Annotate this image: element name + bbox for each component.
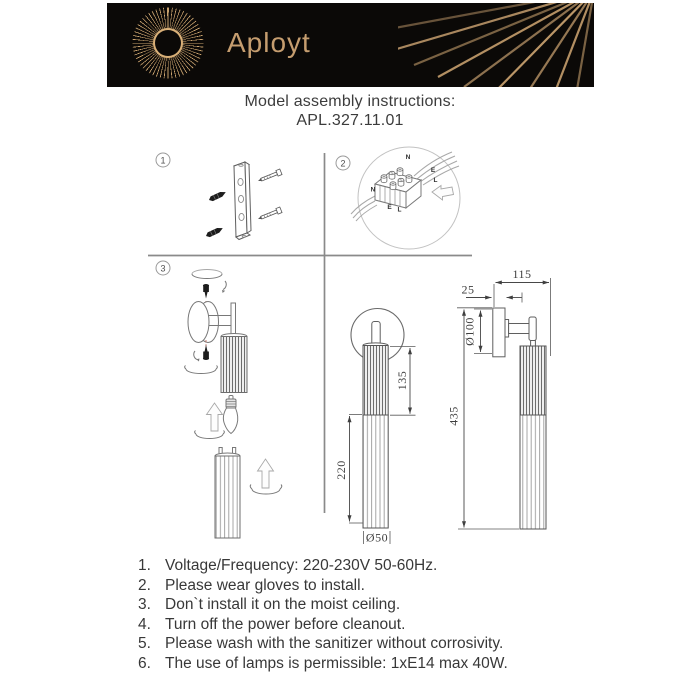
front-view-drawing (334, 309, 416, 545)
dim-435-label: 435 (446, 406, 461, 426)
side-view-drawing (446, 267, 550, 529)
starburst-core (155, 30, 181, 56)
up-arrow-icon (258, 459, 274, 488)
wall-anchor-icon (208, 190, 227, 203)
dim-50-label: Ø50 (365, 530, 389, 545)
instruction-item (138, 654, 593, 674)
dim-25-label: 25 (461, 282, 475, 297)
wiring-label-e-out: E (387, 204, 392, 211)
step2-wiring-diagram (351, 147, 460, 249)
instruction-number (138, 654, 165, 674)
instruction-number (138, 615, 165, 635)
step-2-badge (336, 156, 350, 170)
wiring-label-l-in: L (433, 177, 438, 184)
model-code: APL.327.11.01 (296, 112, 404, 129)
instruction-text: Don`t install it on the moist ceiling. (165, 596, 401, 613)
screw-icon (257, 207, 282, 222)
screw-icon (203, 345, 209, 360)
wiring-label-l-out: L (397, 206, 402, 214)
insert-direction-arrow-icon (432, 186, 454, 201)
instruction-text: Please wash with the sanitizer without corrosivity. (165, 635, 504, 652)
instruction-item (138, 576, 593, 596)
instruction-number (138, 634, 165, 654)
instruction-list (138, 556, 593, 673)
corner-rays-icon (398, 3, 594, 87)
wall-anchor-icon (205, 226, 224, 239)
sheet-title: Model assembly instructions: (244, 93, 456, 110)
instruction-item (138, 595, 593, 615)
up-arrow-icon (207, 403, 223, 431)
instruction-number (138, 576, 165, 596)
wiring-label-n-in: N (405, 154, 411, 161)
instruction-number (138, 556, 165, 576)
instruction-number (138, 595, 165, 615)
dim-100-label: Ø100 (462, 317, 477, 346)
brand-name: Aployt (227, 27, 311, 58)
instruction-text: The use of lamps is permissible: 1xE14 max 40W. (165, 654, 508, 672)
step1-bracket-diagram (205, 162, 282, 240)
wiring-label-n-out: N (370, 186, 376, 194)
wiring-label-e-in: E (430, 167, 436, 174)
step3-exploded-diagram (185, 270, 282, 539)
step-3-badge (156, 261, 170, 275)
dim-220-label: 220 (333, 460, 348, 480)
screw-icon (257, 169, 282, 184)
lower-tube (215, 448, 240, 539)
assembly-diagrams (0, 140, 700, 550)
screw-icon (203, 284, 209, 299)
dim-135-label: 135 (394, 370, 409, 391)
step-2-number: 2 (340, 158, 346, 169)
instruction-item (138, 634, 593, 654)
brand-banner (107, 3, 594, 87)
instruction-item (138, 615, 593, 635)
instruction-text: Please wear gloves to install. (165, 576, 365, 594)
instruction-text: Voltage/Frequency: 220-230V 50-60Hz. (165, 557, 438, 574)
step-1-badge (156, 153, 170, 167)
dim-115-label: 115 (512, 266, 532, 281)
step-3-number: 3 (160, 263, 166, 274)
step-1-number: 1 (160, 155, 166, 166)
instruction-item (138, 556, 593, 576)
instruction-text: Turn off the power before cleanout. (165, 615, 406, 633)
e14-bulb-icon (223, 396, 237, 434)
